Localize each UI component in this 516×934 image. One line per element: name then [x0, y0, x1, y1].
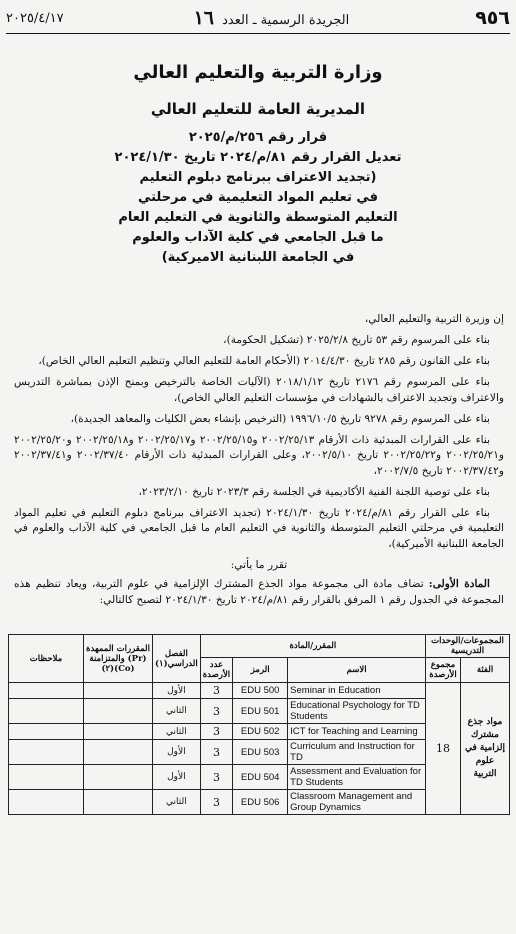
course-code: EDU 506 — [233, 790, 288, 815]
notes-cell — [9, 683, 84, 699]
name-header: الاسم — [288, 658, 426, 683]
header-rule — [6, 33, 510, 34]
header-issue-number: ١٦ — [193, 7, 214, 29]
recital-paragraph: بناء على توصية اللجنة الفنية الأكاديمية في الجلسة رقم ٢٠٢٣/٣ تاريخ ٢٠٢٣/٢/١٠، — [138, 485, 490, 498]
total-credits-header: مجموع الأرصدة — [426, 658, 461, 683]
course-semester: الثاني — [153, 699, 201, 724]
ministry-title: وزارة التربية والتعليم العالي — [133, 62, 383, 83]
course-name: Curriculum and Instruction for TD — [288, 740, 426, 765]
notes-cell — [9, 790, 84, 815]
prereq-cell — [84, 790, 153, 815]
prereq-cell — [84, 699, 153, 724]
course-name: ICT for Teaching and Learning — [288, 724, 426, 740]
courses-table — [8, 634, 510, 815]
page-header — [6, 4, 510, 32]
prereq-cell — [84, 765, 153, 790]
decision-number: قرار رقم ٢٥٦/م/٢٠٢٥ — [188, 130, 328, 145]
article-one-text: تضاف مادة الى مجموعة مواد الجذع المشترك الإلزامية في علوم التربية، ويعاد تنظيم هذه المجموعة في الجدول رقم ١ المرفق بالقرار رقم ٨١/م/٢٠٢٤ تاريخ ٢٠٢٤/١/٣٠ لتصبح كالتالي: — [14, 578, 504, 606]
groups-header: المجموعات/الوحدات التدريسية — [426, 635, 510, 658]
course-credits: 3 — [200, 790, 232, 815]
course-name: Seminar in Education — [288, 683, 426, 699]
code-header: الرمز — [233, 658, 288, 683]
notes-cell — [9, 724, 84, 740]
decision-body — [14, 312, 504, 614]
table-header-row — [9, 635, 510, 658]
course-code: EDU 504 — [233, 765, 288, 790]
header-page-number: ٩٥٦ — [475, 7, 510, 29]
course-name: Educational Psychology for TD Students — [288, 699, 426, 724]
course-semester: الثاني — [153, 724, 201, 740]
article-one-label: المادة الأولى: — [428, 578, 490, 590]
course-code: EDU 502 — [233, 724, 288, 740]
header-gazette-title — [190, 7, 350, 29]
subject-line: في تعليم المواد التعليمية في مرحلتي — [137, 190, 379, 205]
subject-line: تعديل القرار رقم ٨١/م/٢٠٢٤ تاريخ ٢٠٢٤/١/٣٠ — [114, 150, 402, 165]
prereq-cell — [84, 683, 153, 699]
course-semester: الأول — [153, 740, 201, 765]
intro-paragraph: إن وزيرة التربية والتعليم العالي، — [364, 313, 504, 325]
decision-titles — [20, 62, 496, 268]
subject-line: ما قبل الجامعي في كلية الآداب والعلوم — [132, 230, 384, 245]
notes-cell — [9, 765, 84, 790]
course-header: المقرر/المادة — [200, 635, 425, 658]
notes-cell — [9, 699, 84, 724]
header-gazette-name: الجريدة الرسمية ـ العدد — [222, 13, 350, 28]
table-row — [9, 683, 510, 699]
course-code: EDU 500 — [233, 683, 288, 699]
prereq-cell — [84, 740, 153, 765]
course-semester: الأول — [153, 765, 201, 790]
course-name: Assessment and Evaluation for TD Students — [288, 765, 426, 790]
subject-line: في الجامعة اللبنانية الاميركية) — [161, 250, 355, 265]
article-one — [14, 577, 504, 608]
category-cell: مواد جذع مشترك إلزامية في علوم التربية — [461, 683, 510, 815]
header-date: ٢٠٢٥/٤/١٧ — [6, 10, 64, 26]
subject-line: (تجديد الاعتراف ببرنامج دبلوم التعليم — [139, 170, 377, 185]
recital-paragraph: بناء على القرار رقم ٨١/م/٢٠٢٤ تاريخ ٢٠٢٤/١/٣٠ (تجديد الاعتراف ببرنامج دبلوم التعليم في تعليم المواد التعليمية في مرحلتي التعليم المتوسطة والثانوية في التعليم العام ما قبل الجامعي في كلية الآداب والعلوم في الجامعة اللبنانية الأميركية)، — [14, 506, 504, 550]
directorate-title: المديرية العامة للتعليم العالي — [150, 100, 366, 118]
category-header: الفئة — [461, 658, 510, 683]
decides-line: تقرر ما يأتي: — [230, 558, 288, 571]
recital-paragraph: بناء على القانون رقم ٢٨٥ تاريخ ٢٠١٤/٤/٣٠ (الأحكام العامة للتعليم العالي وتنظيم التعليم العالي الخاص)، — [38, 355, 490, 367]
notes-header: ملاحظات — [9, 635, 84, 683]
course-semester: الأول — [153, 683, 201, 699]
course-credits: 3 — [200, 683, 232, 699]
prereq-header: المقررات الممهدة (Pr) والمتزامنة (Co)(٢) — [84, 635, 153, 683]
course-code: EDU 501 — [233, 699, 288, 724]
recital-paragraph: بناء على المرسوم رقم ٥٣ تاريخ ٢٠٢٥/٢/٨ (تشكيل الحكومة)، — [223, 334, 490, 346]
total-credits-cell: 18 — [426, 683, 461, 815]
recital-paragraph: بناء على المرسوم رقم ٩٢٧٨ تاريخ ١٩٩٦/١٠/٥ (الترخيص بإنشاء بعض الكليات والمعاهد الجديدة)، — [70, 412, 490, 425]
prereq-cell — [84, 724, 153, 740]
course-credits: 3 — [200, 724, 232, 740]
credits-header: عدد الأرصدة — [200, 658, 232, 683]
course-credits: 3 — [200, 765, 232, 790]
subject-line: التعليم المتوسطة والثانوية في التعليم العام — [118, 210, 398, 225]
course-name: Classroom Management and Group Dynamics — [288, 790, 426, 815]
course-credits: 3 — [200, 740, 232, 765]
course-code: EDU 503 — [233, 740, 288, 765]
notes-cell — [9, 740, 84, 765]
course-credits: 3 — [200, 699, 232, 724]
semester-header: الفصل الدراسي(١) — [153, 635, 201, 683]
recital-paragraph: بناء على المرسوم رقم ٢١٧٦ تاريخ ٢٠١٨/١/١٢ (الآليات الخاصة بالترخيص وبمنح الإذن بمباشرة التدريس والاعتراف وتجديد الاعتراف بالشهادات في مؤسسات التعليم العالي الخاص)، — [14, 376, 504, 404]
course-semester: الثاني — [153, 790, 201, 815]
recital-paragraph: بناء على القرارات المبدئية ذات الأرقام ٢٠٠٢/٢٥/١٣ و٢٠٠٢/٢٥/١٥ و٢٠٠٢/٢٥/١٧ و٢٠٠٢/٢٥/١٨ و٢٠٠٢/٢٥/٢٠ و٢٠٠٢/٢٥/٢١ و٢٠٠٢/٢٥/٢٢ تاريخ ٢٠٠٢/٥/١٠، وعلى القرارات المبدئية ذات الأرقام ٢٠٠٢/٣٧/٤٠ و٢٠٠٢/٣٧/٤١ و٢٠٠٢/٣٧/٤٢ تاريخ ٢٠٠٢/٧/٥، — [14, 433, 505, 477]
